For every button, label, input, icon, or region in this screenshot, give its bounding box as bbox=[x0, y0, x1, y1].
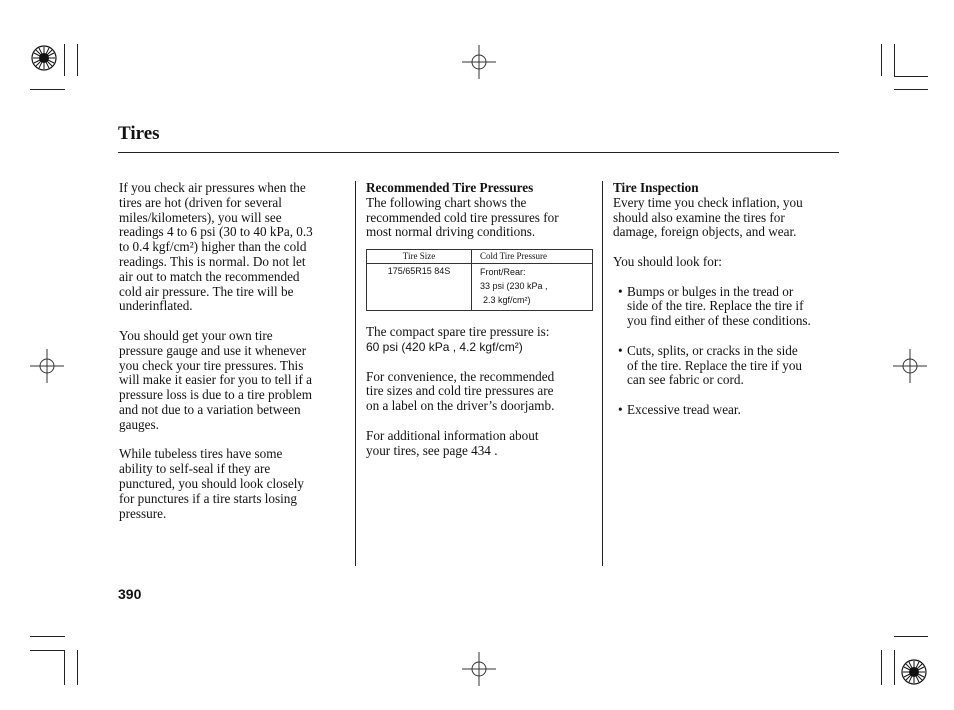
tire-pressure-table bbox=[366, 249, 593, 311]
bullet-text: Excessive tread wear. bbox=[627, 401, 741, 417]
bullet-icon: • bbox=[618, 401, 623, 417]
crop-mark-icon bbox=[77, 44, 78, 76]
crop-mark-icon bbox=[881, 44, 882, 76]
crop-mark-icon bbox=[30, 89, 65, 90]
page-reference-link[interactable]: 434 bbox=[471, 442, 491, 458]
bullet-text: Bumps or bulges in the tread or side of the tire. Replace the tire if you find either of these conditions. bbox=[627, 283, 811, 329]
tire-size-value: 175/65R15 84S bbox=[367, 264, 472, 311]
header-tire-size: Tire Size bbox=[367, 250, 472, 264]
additional-info-paragraph bbox=[366, 429, 598, 459]
crop-mark-icon bbox=[30, 650, 65, 651]
column-divider bbox=[602, 181, 603, 566]
bullet-text: Cuts, splits, or cracks in the side of the tire. Replace the tire if you can see fabric or cord. bbox=[627, 342, 803, 388]
recommended-intro: The following chart shows the recommended cold tire pressures for most normal driving conditions. bbox=[366, 194, 559, 240]
pressure-cell bbox=[472, 264, 593, 311]
column-middle bbox=[366, 181, 598, 458]
look-for-text: You should look for: bbox=[613, 253, 722, 269]
title-rule bbox=[118, 152, 839, 153]
tubeless-paragraph: While tubeless tires have some ability to self-seal if they are punctured, you should look closely for punctures if a tire starts losing pressure. bbox=[119, 446, 304, 521]
table-header-row bbox=[367, 250, 593, 264]
bullet-icon: • bbox=[618, 342, 623, 358]
crop-mark-icon bbox=[894, 636, 928, 637]
header-cold-tire-pressure: Cold Tire Pressure bbox=[472, 250, 593, 264]
spare-pressure-text: The compact spare tire pressure is: bbox=[366, 324, 550, 340]
pressure-line-1: 33 psi (230 kPa , bbox=[480, 281, 548, 292]
crop-mark-icon bbox=[64, 650, 65, 685]
crop-mark-icon bbox=[894, 89, 928, 90]
list-item bbox=[618, 285, 845, 329]
crop-mark-icon bbox=[30, 636, 65, 637]
starburst-registration-icon bbox=[900, 658, 928, 686]
recommended-pressures-heading: Recommended Tire Pressures bbox=[366, 180, 534, 195]
page-title: Tires bbox=[118, 123, 160, 144]
bullet-icon: • bbox=[618, 283, 623, 299]
crop-mark-icon bbox=[894, 650, 895, 685]
gauge-paragraph: You should get your own tire pressure gauge and use it whenever you check your tire pressures. This will make it easier for you to tell if a pressure loss is due to a tire problem and not due to a variation between gauges. bbox=[119, 327, 313, 432]
crosshair-registration-icon bbox=[462, 652, 496, 686]
crosshair-registration-icon bbox=[30, 349, 64, 383]
crosshair-registration-icon bbox=[462, 45, 496, 79]
crop-mark-icon bbox=[894, 76, 928, 77]
additional-info-text: For additional information about your tires, see page bbox=[366, 427, 539, 458]
convenience-paragraph: For convenience, the recommended tire sizes and cold tire pressures are on a label on the driver’s doorjamb. bbox=[366, 368, 555, 414]
additional-info-suffix: . bbox=[490, 442, 498, 458]
crop-mark-icon bbox=[64, 44, 65, 76]
starburst-registration-icon bbox=[30, 44, 58, 72]
spare-pressure-value: 60 psi (420 kPa , 4.2 kgf/cm²) bbox=[366, 339, 523, 354]
list-item bbox=[618, 344, 845, 388]
column-right bbox=[613, 181, 845, 418]
column-left bbox=[119, 181, 351, 521]
inspection-intro: Every time you check inflation, you should also examine the tires for damage, foreign objects, and wear. bbox=[613, 194, 803, 240]
crop-mark-icon bbox=[77, 650, 78, 685]
crosshair-registration-icon bbox=[893, 349, 927, 383]
column-divider bbox=[355, 181, 356, 566]
crop-mark-icon bbox=[881, 650, 882, 685]
pressure-line-2: 2.3 kgf/cm²) bbox=[483, 295, 531, 306]
tire-inspection-heading: Tire Inspection bbox=[613, 180, 699, 195]
list-item bbox=[618, 403, 845, 418]
hot-tire-paragraph: If you check air pressures when the tires are hot (driven for several miles/kilometers), you will see readings 4 to 6 psi (30 to 40 kPa, 0.3 to 0.4 kgf/cm²) higher than the cold readings. This is normal. Do not let air out to match the recommended cold air pressure. The tire will be underinflated. bbox=[119, 180, 313, 314]
page-number: 390 bbox=[118, 586, 142, 602]
crop-mark-icon bbox=[894, 44, 895, 76]
table-row bbox=[367, 264, 593, 311]
front-rear-label: Front/Rear: bbox=[480, 267, 526, 278]
